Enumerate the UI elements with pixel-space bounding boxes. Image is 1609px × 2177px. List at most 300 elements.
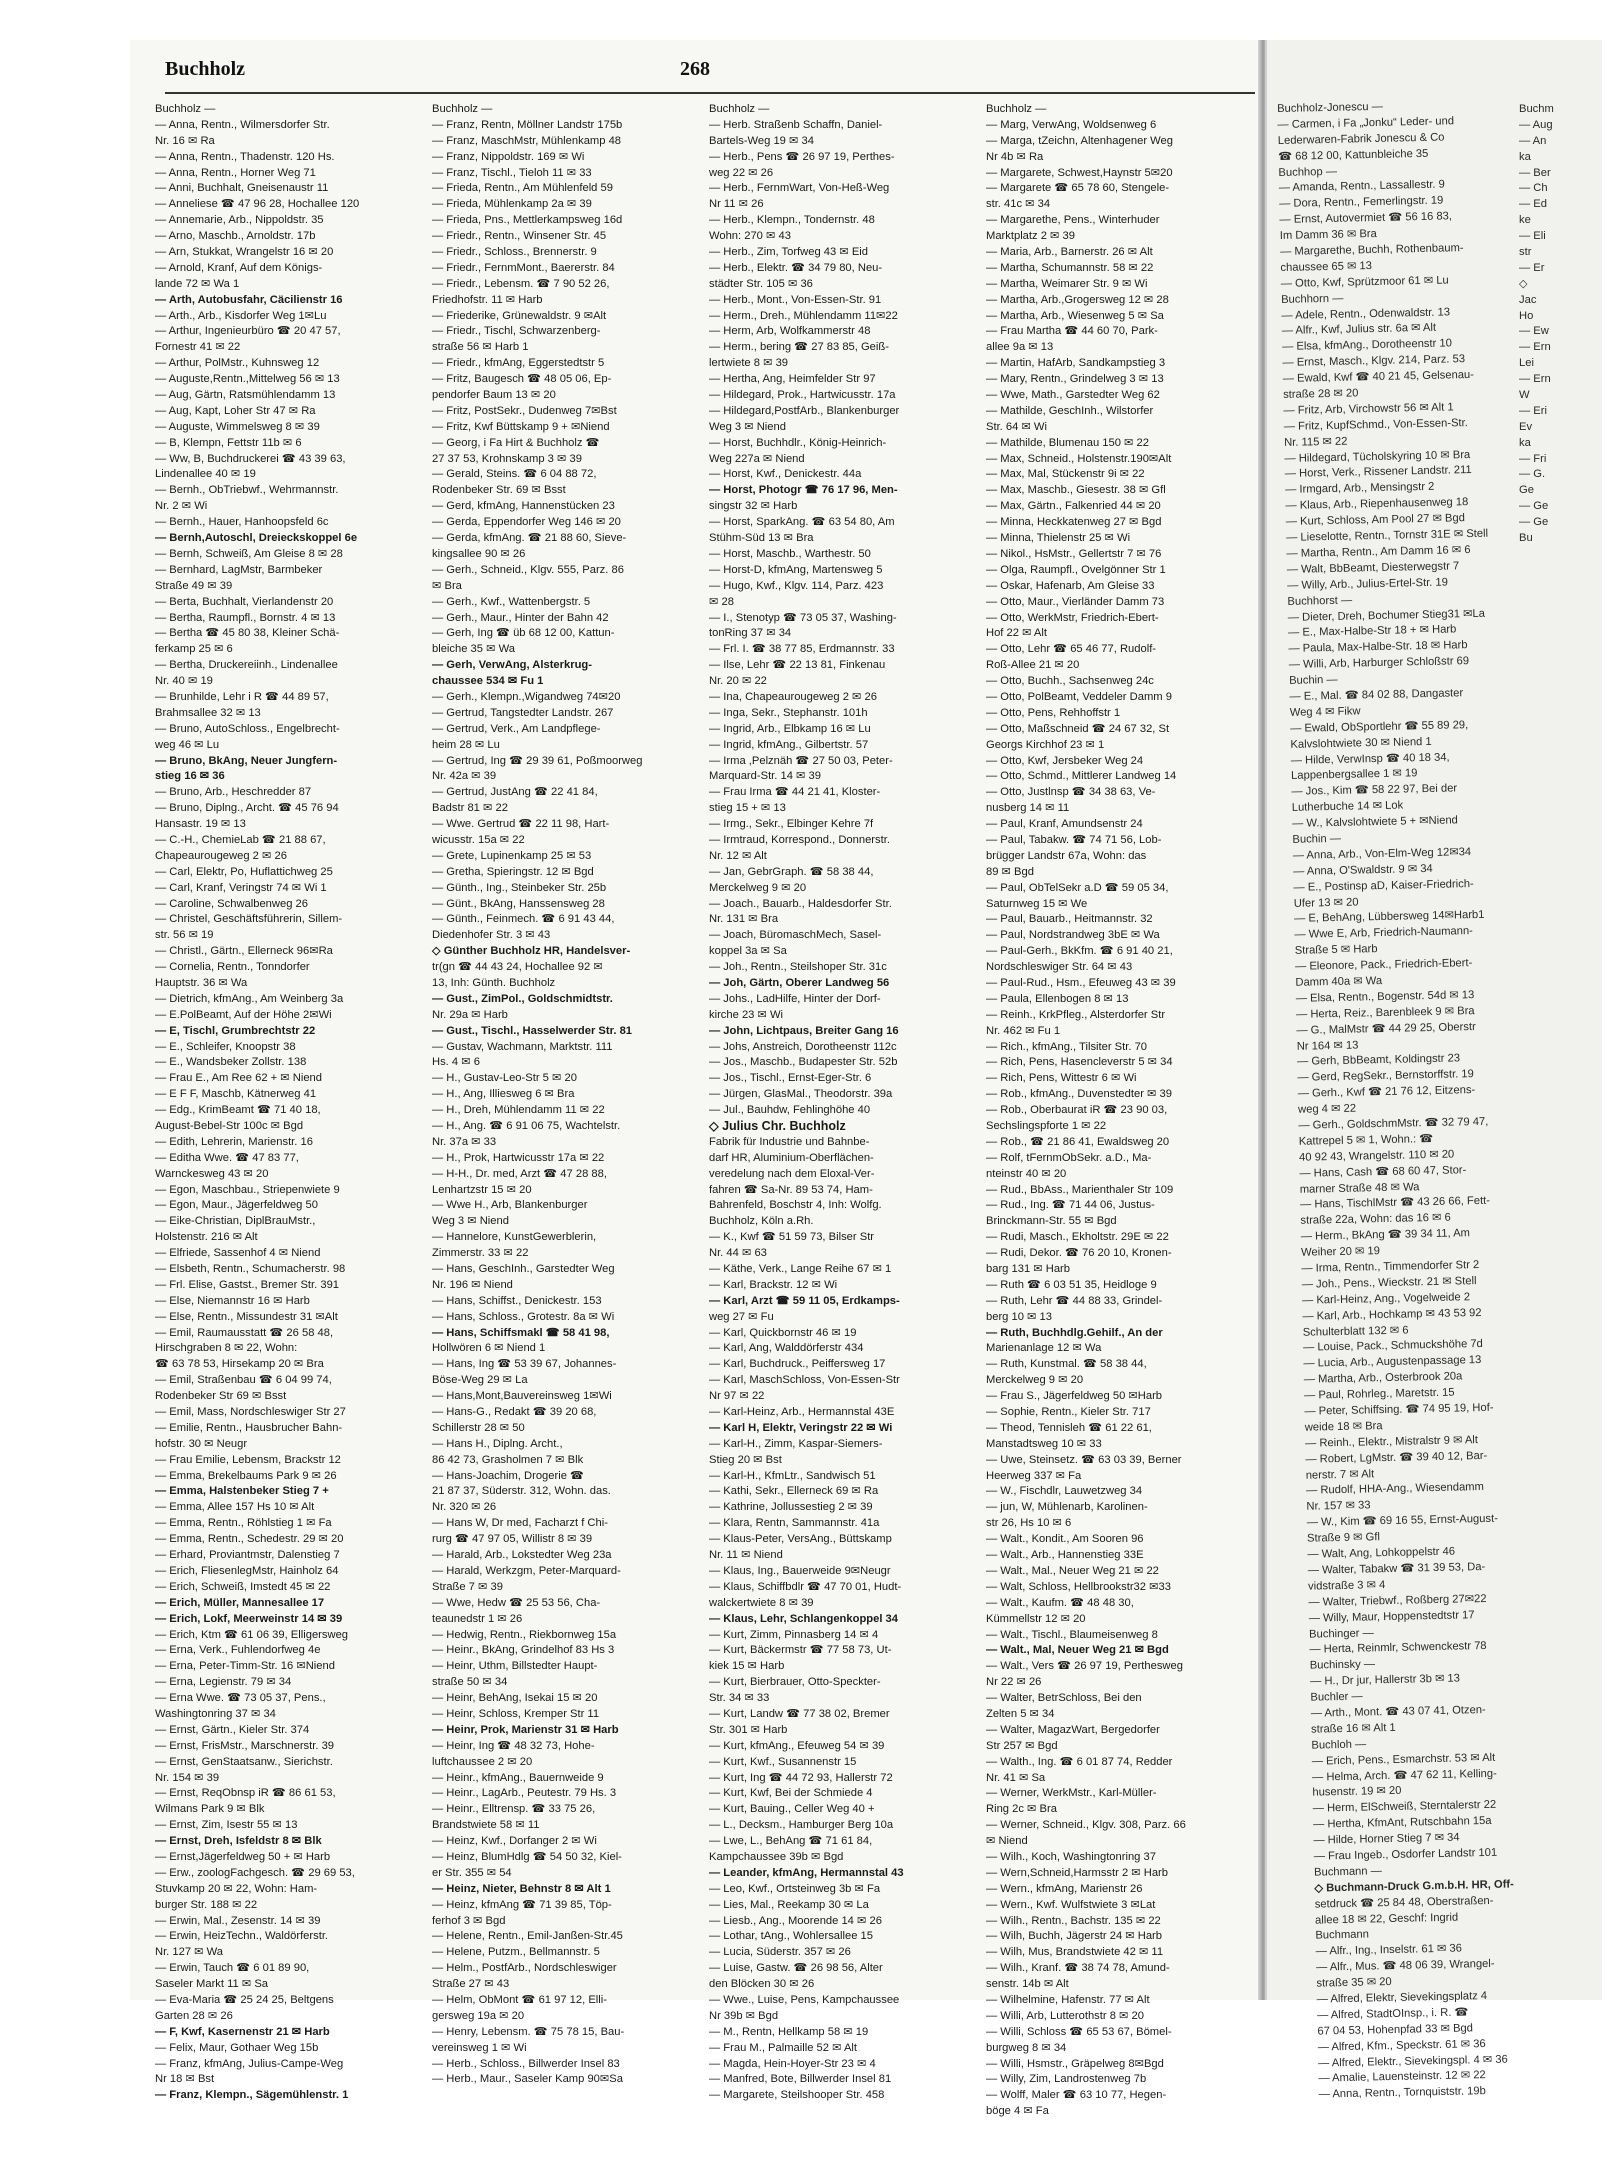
directory-entry: — Hertha, KfmAnt, Rutschbahn 15a [1312,1815,1492,1831]
directory-entry: — Horst, Buchhdlr., König-Heinrich- [709,436,887,449]
directory-entry: Sechslingspforte 1 ✉ 22 [986,1120,1107,1132]
directory-entry: Str 257 ✉ Bgd [986,1739,1058,1752]
directory-entry: — M., Rentn, Hellkamp 58 ✉ 19 [709,2025,869,2038]
directory-entry: Lappenbergsallee 1 ✉ 19 [1290,767,1418,783]
directory-entry: berg 10 ✉ 13 [986,1310,1052,1323]
directory-entry: — Gerh., Maur., Hinter der Bahn 42 [432,611,609,624]
directory-entry: — Karl, Arzt ☎ 59 11 05, Erdkamps- [709,1294,900,1307]
directory-column-2 [432,102,704,2088]
directory-entry: — Otto, Justlnsp ☎ 34 38 63, Ve- [986,786,1156,799]
directory-entry: — Willi, Arb, Harburger Schloßstr 69 [1288,655,1470,672]
directory-entry: — Hans-Joachim, Drogerie ☎ [432,1469,584,1482]
directory-entry: — Leander, kfmAng, Hermannstal 43 [709,1866,904,1879]
directory-entry: chaussee 65 ✉ 13 [1280,259,1373,274]
directory-entry: — Martha, Weimarer Str. 9 ✉ Wi [986,277,1148,290]
directory-entry: — Erich, Lokf, Meerweinstr 14 ✉ 39 [155,1612,343,1625]
directory-entry: — Alfred, Elektr, Sievekingsplatz 4 [1316,1990,1488,2006]
directory-entry: — Friedr., FernmMont., Baererstr. 84 [432,261,615,274]
directory-entry: — Walt., Kaufm. ☎ 48 48 30, [986,1596,1134,1609]
directory-entry: Nr. 154 ✉ 39 [155,1771,220,1784]
directory-entry: — Heinr, Prok, Marienstr 31 ✉ Harb [432,1723,619,1736]
directory-entry: stieg 15 + ✉ 13 [709,802,786,815]
directory-entry: — Magda, Hein-Hoyer-Str 23 ✉ 4 [709,2057,876,2070]
directory-entry: — Karl, Arb., Hochkamp ✉ 43 53 92 [1302,1306,1482,1323]
directory-entry: — C.-H., ChemieLab ☎ 21 88 67, [155,833,326,846]
directory-entry: allee 9a ✉ 13 [986,341,1054,354]
directory-entry: — Er [1519,261,1545,274]
directory-entry: — Emil, Raumausstatt ☎ 26 58 48, [155,1326,334,1339]
directory-entry: — Dora, Rentn., Femerlingstr. 19 [1279,194,1444,211]
directory-entry: — Erich, Pens., Esmarchstr. 53 ✉ Alt [1311,1751,1496,1768]
directory-entry: — Gerh, VerwAng, Alsterkrug- [432,659,592,672]
directory-entry: — H., Dr jur, Hallerstr 3b ✉ 13 [1309,1672,1461,1688]
directory-entry: — Joh, Gärtn, Oberer Landweg 56 [709,976,890,989]
directory-entry: — Rudi, Masch., Ekholtstr. 29E ✉ 22 [986,1231,1169,1244]
directory-entry: — Brunhilde, Lehr i R ☎ 44 89 57, [155,690,329,703]
directory-entry: — Carl, Kranf, Veringstr 74 ✉ Wi 1 [155,881,327,894]
directory-entry: ferkamp 25 ✉ 6 [155,643,233,656]
directory-entry: Nr. 42a ✉ 39 [432,770,497,783]
directory-entry: Str. 34 ✉ 33 [709,1692,770,1705]
directory-entry: — Auguste, Wimmelsweg 8 ✉ 39 [155,420,320,433]
directory-entry: ☎ 68 12 00, Kattunbleiche 35 [1278,147,1429,163]
directory-entry: Nr. 20 ✉ 22 [709,675,767,688]
directory-entry: — Günth., Feinmech. ☎ 6 91 43 44, [432,913,615,926]
directory-entry: — Herb. Straßenb Schaffn, Daniel- [709,118,883,131]
directory-entry: — Gertrud, Tangstedter Landstr. 267 [432,706,614,719]
directory-entry: — Walt, Ang, Lohkoppelstr 46 [1307,1545,1456,1561]
directory-entry: Lei [1519,357,1534,370]
directory-entry: — Alfred, Kfm., Speckstr. 61 ✉ 36 [1317,2037,1486,2054]
directory-entry: — Kathi, Sekr., Ellerneck 69 ✉ Ra [709,1485,879,1498]
directory-entry: — Karl, Brackstr. 12 ✉ Wi [709,1278,838,1291]
directory-entry: — Paul-Gerh., BkKfm. ☎ 6 91 40 21, [986,945,1173,958]
directory-entry: — Heinr, Schloss, Kremper Str 11 [432,1707,600,1720]
directory-entry: — Peter, Schiffsing. ☎ 74 95 19, Hof- [1304,1401,1494,1418]
directory-entry: — Käthe, Verk., Lange Reihe 67 ✉ 1 [709,1263,892,1276]
directory-entry: — Fri [1519,452,1547,465]
directory-entry: — E F F, Maschb, Kätnerweg 41 [155,1088,317,1101]
directory-entry: fahren ☎ Sa-Nr. 89 53 74, Ham- [709,1183,873,1196]
directory-entry: — Bertha, Raumpfl., Bornstr. 4 ✉ 13 [155,611,336,624]
directory-entry: — Walt, BbBeamt, Diesterwegstr 7 [1286,560,1460,576]
directory-entry: — Willy, Zim, Landrostenweg 7b [986,2073,1147,2086]
firm-entry: ◇ Julius Chr. Buchholz [709,1119,846,1133]
directory-entry: — Max, Gärtn., Falkenried 44 ✉ 20 [986,500,1161,513]
directory-entry: — Karl-Heinz, Arb., Hermannstal 43E [709,1406,895,1419]
directory-entry: — Herta, Reiz., Barenbleek 9 ✉ Bra [1295,1004,1475,1021]
directory-entry: vidstraße 3 ✉ 4 [1307,1578,1386,1593]
directory-entry: — Margarete ☎ 65 78 60, Stengele- [986,182,1170,195]
directory-entry: — Arth., Arb., Kisdorfer Weg 1✉Lu [155,309,327,322]
directory-entry: — Elsbeth, Rentn., Schumacherstr. 98 [155,1263,346,1276]
directory-entry: Manstadtsweg 10 ✉ 33 [986,1437,1102,1450]
directory-entry: Zelten 5 ✉ 34 [986,1707,1055,1720]
directory-entry: tonRing 37 ✉ 34 [709,627,792,640]
directory-entry: Nr. 320 ✉ 26 [432,1501,497,1514]
directory-entry: Lutherbuche 14 ✉ Lok [1291,799,1404,815]
directory-entry: allee 18 ✉ 22, Geschf: Ingrid [1314,1911,1459,1927]
directory-entry: 67 04 53, Hohenpfad 33 ✉ Bgd [1317,2022,1474,2038]
directory-entry: — Paul, Kranf, Amundsenstr 24 [986,818,1143,831]
directory-entry: weide 18 ✉ Bra [1304,1420,1383,1434]
directory-entry: — Elsa, Rentn., Bogenstr. 54d ✉ 13 [1295,988,1475,1005]
directory-entry: — Emma, Halstenbeker Stieg 7 + [155,1485,329,1498]
directory-entry: — Wern., Kwf. Wulfstwiete 3 ✉Lat [986,1898,1156,1911]
directory-entry: — Otto, Buchh., Sachsenweg 24c [986,675,1154,688]
directory-entry: — Else, Rentn., Missundestr 31 ✉Alt [155,1310,338,1323]
directory-entry: — Rich., kfmAng., Tilsiter Str. 70 [986,1040,1148,1053]
directory-entry: — Wwe, Hedw ☎ 25 53 56, Cha- [432,1596,601,1609]
directory-entry: 21 87 37, Süderstr. 312, Wohn. das. [432,1485,611,1498]
running-head: Buchholz [165,58,246,80]
directory-entry: Saseler Markt 11 ✉ Sa [155,1978,269,1991]
directory-entry: — Eri [1519,404,1547,417]
directory-entry: — Ruth ☎ 6 03 51 35, Heidloge 9 [986,1278,1157,1291]
directory-entry: Lindenallee 40 ✉ 19 [155,468,256,481]
directory-entry: Str. 301 ✉ Harb [709,1723,788,1736]
directory-entry: — Emil, Mass, Nordschleswiger Str 27 [155,1406,346,1419]
directory-entry: — Margarethe, Pens., Winterhuder [986,214,1160,227]
directory-entry: — Paul, ObTelSekr a.D ☎ 59 05 34, [986,881,1169,894]
directory-entry: Nr 4b ✉ Ra [986,150,1044,163]
directory-entry: — Emma, Rentn., Röhlstieg 1 ✉ Fa [155,1517,332,1530]
directory-entry: — Adele, Rentn., Odenwaldstr. 13 [1281,306,1451,322]
directory-entry: Kampchaussee 39b ✉ Bgd [709,1850,844,1863]
directory-entry: Straße 27 ✉ 43 [432,1978,510,1991]
directory-entry: — Walter, MagazWart, Bergedorfer [986,1723,1160,1736]
directory-entry: — Anna, Rentn., Thadenstr. 120 Hs. [155,150,335,163]
directory-entry: 40 92 43, Wrangelstr. 110 ✉ 20 [1298,1148,1455,1164]
directory-entry: — Günt., BkAng, Hanssensweg 28 [432,897,605,910]
directory-entry: — Mary, Rentn., Grindelweg 3 ✉ 13 [986,373,1164,386]
directory-entry: Nr 11 ✉ 26 [709,198,764,211]
directory-entry: — Heinr, BehAng, Isekai 15 ✉ 20 [432,1692,598,1705]
directory-entry: — Eva-Maria ☎ 25 24 25, Beltgens [155,1993,334,2006]
directory-entry: — Jos., Maschb., Budapester Str. 52b [709,1056,898,1069]
directory-entry: — Paul, Tabakw. ☎ 74 71 56, Lob- [986,833,1162,846]
directory-entry: — Luise, Gastw. ☎ 26 98 56, Alter [709,1962,883,1975]
surname-heading: Buchin — [1289,673,1338,687]
directory-entry: — Frieda, Pns., Mettlerkampsweg 16d [432,214,623,227]
directory-entry: — Klaus, Lehr, Schlangenkoppel 34 [709,1612,898,1625]
surname-heading: Buchin — [1292,832,1342,846]
directory-entry: — Franz, Tischl., Tieloh 11 ✉ 33 [432,166,592,179]
directory-entry: — Inga, Sekr., Stephanstr. 101h [709,706,868,719]
directory-entry: — Frl. Elise, Gastst., Bremer Str. 391 [155,1278,340,1291]
directory-entry: — Ed [1519,198,1547,211]
directory-entry: — Georg, i Fa Hirt & Buchholz ☎ [432,436,600,449]
directory-entry: — Martha, Arb., Osterbrook 20a [1303,1370,1463,1386]
directory-entry: — Horst, Maschb., Warthestr. 50 [709,547,871,560]
directory-entry: — Walt., Tischl., Blaumeisenweg 8 [986,1628,1158,1641]
directory-entry: — Maria, Arb., Barnerstr. 26 ✉ Alt [986,246,1153,259]
directory-entry: — Lwe, L., BehAng ☎ 71 61 84, [709,1835,873,1848]
directory-entry: — Frau Martha ☎ 44 60 70, Park- [986,325,1158,338]
directory-entry: — Max, Schneid., Holstenstr.190✉Alt [986,452,1172,465]
directory-entry: — Harald, Werkzgm, Peter-Marquard- [432,1564,621,1577]
directory-entry: — Otto, Pens, Rehhoffstr 1 [986,706,1121,719]
directory-entry: — Kurt, Bauing., Celler Weg 40 + [709,1803,875,1816]
directory-entry: — W., Fischdlr, Lauwetzweg 34 [986,1485,1143,1498]
directory-entry: weg 4 ✉ 22 [1297,1102,1357,1116]
directory-entry: lertwiete 8 ✉ 39 [709,357,789,370]
directory-entry: heim 28 ✉ Lu [432,738,500,751]
directory-entry: — Emma, Allee 157 Hs 10 ✉ Alt [155,1501,315,1514]
directory-entry: — Herm, Arb, Wolfkammerstr 48 [709,325,871,338]
directory-entry: Nr. 37a ✉ 33 [432,1135,497,1148]
directory-entry: — Bernhard, LagMstr, Barmbeker [155,563,323,576]
directory-entry: — H., Dreh, Mühlendamm 11 ✉ 22 [432,1104,605,1117]
directory-entry: — Walt., Mal, Neuer Weg 21 ✉ Bgd [986,1644,1169,1657]
surname-heading: Buchinger — [1308,1626,1374,1641]
directory-entry: — Margarete, Steilshooper Str. 458 [709,2089,885,2102]
surname-heading: Buchinsky — [1309,1658,1376,1672]
directory-entry: — Martha, Schumannstr. 58 ✉ 22 [986,261,1154,274]
directory-entry: Friedhofstr. 11 ✉ Harb [432,293,543,306]
directory-entry: — Alfr., Mus. ☎ 48 06 39, Wrangel- [1315,1958,1495,1974]
directory-entry: — E., Schleifer, Knoopstr 38 [155,1040,296,1053]
directory-entry: — Klaus, Schiffbdlr ☎ 47 70 01, Hudt- [709,1580,902,1593]
directory-entry: — Irmtraud, Korrespond., Donnerstr. [709,833,890,846]
directory-entry: — Aug, Gärtn, Ratsmühlendamm 13 [155,389,336,402]
directory-entry: — Felix, Maur, Gothaer Weg 15b [155,2041,319,2054]
directory-entry: vereinsweg 1 ✉ Wi [432,2041,527,2054]
directory-entry: Str. 64 ✉ Wi [986,420,1047,433]
directory-entry: — Werner, Schneid., Klgv. 308, Parz. 66 [986,1819,1186,1832]
directory-entry: Nr 18 ✉ Bst [155,2073,215,2086]
directory-entry: — Herm., BkAng ☎ 39 34 11, Am [1300,1227,1471,1243]
directory-entry: — Annemarie, Arb., Nippoldstr. 35 [155,214,324,227]
directory-entry: — Willy, Arb., Julius-Ertel-Str. 19 [1287,576,1449,592]
directory-entry: — Hans-G., Redakt ☎ 39 20 68, [432,1406,597,1419]
directory-entry: ke [1519,214,1531,227]
directory-entry: — Joach., Bauarb., Haldesdorfer Str. [709,897,892,910]
directory-entry: Schillerstr 28 ✉ 50 [432,1421,525,1434]
directory-entry: — Horst, Kwf., Denickestr. 44a [709,468,862,481]
directory-entry: — Erna Wwe. ☎ 73 05 37, Pens., [155,1692,326,1705]
directory-entry: Damm 40a ✉ Wa [1295,974,1383,989]
directory-entry: — W., Kim ☎ 69 16 55, Ernst-August- [1306,1512,1498,1529]
page-header [165,58,1255,88]
directory-entry: — Gertrud, Ing ☎ 29 39 61, Poßmoorweg [432,754,643,767]
directory-entry: — Christl., Gärtn., Ellerneck 96✉Ra [155,945,333,958]
directory-entry: — Bruno, Diplng., Archt. ☎ 45 76 94 [155,802,339,815]
directory-entry: — Ruth, Buchhdlg.Gehilf., An der [986,1326,1163,1339]
directory-entry: Ring 2c ✉ Bra [986,1803,1057,1816]
directory-entry: Kattrepel 5 ✉ 1, Wohn.: ☎ [1298,1132,1434,1148]
directory-entry: Schulterblatt 132 ✉ 6 [1302,1324,1409,1339]
directory-entry: — Heinr., kfmAng., Bauernweide 9 [432,1771,604,1784]
directory-entry: — Rob., Oberbaurat iR ☎ 23 90 03, [986,1104,1168,1117]
directory-entry: — Auguste,Rentn.,Mittelweg 56 ✉ 13 [155,373,340,386]
facing-column-1 [1277,97,1551,2104]
directory-entry: 13, Inh: Günth. Buchholz [432,976,556,989]
directory-entry: — Franz, Klempn., Sägemühlenstr. 1 [155,2089,349,2102]
directory-entry: — Frau S., Jägerfeldweg 50 ✉Harb [986,1390,1163,1403]
directory-entry: — Heinr., LagArb., Peutestr. 79 Hs. 3 [432,1787,617,1800]
directory-entry: ◇ Günther Buchholz HR, Handelsver- [432,945,631,958]
directory-entry: hofstr. 30 ✉ Neugr [155,1437,248,1450]
directory-entry: Heerweg 337 ✉ Fa [986,1469,1082,1482]
directory-entry: — Herb., Pens ☎ 26 97 19, Perthes- [709,150,895,163]
directory-entry: — Erwin, Tauch ☎ 6 01 89 90, [155,1962,310,1975]
directory-entry: — Kurt, Bäckermstr ☎ 77 58 73, Ut- [709,1644,892,1657]
directory-entry: Marienanlage 12 ✉ Wa [986,1342,1102,1355]
directory-entry: weg 46 ✉ Lu [155,738,220,751]
directory-entry: den Blöcken 30 ✉ 26 [709,1978,815,1991]
directory-entry: — Hannelore, KunstGewerblerin, [432,1231,597,1244]
surname-heading: Buchholz — [155,103,216,115]
directory-entry: — Otto, Kwf, Sprützmoor 61 ✉ Lu [1280,274,1449,290]
directory-entry: — Ewald, ObSportlehr ☎ 55 89 29, [1289,718,1469,735]
directory-entry: — Otto, WerkMstr, Friedrich-Ebert- [986,611,1159,624]
directory-entry: Kalvslohtwiete 30 ✉ Niend 1 [1290,735,1432,751]
directory-entry: — Editha Wwe. ☎ 47 83 77, [155,1151,299,1164]
directory-entry: — Friedr., Schloss., Brennerstr. 9 [432,246,597,259]
directory-entry: — Otto, Schmd., Mittlerer Landweg 14 [986,770,1177,783]
directory-entry: Zimmerstr. 33 ✉ 22 [432,1247,529,1260]
directory-entry: Marktplatz 2 ✉ 39 [986,230,1075,243]
directory-entry: — Irmgard, Arb., Mensingstr 2 [1285,481,1435,497]
directory-entry: — Erna, Legienstr. 79 ✉ 34 [155,1676,292,1689]
directory-entry: — Carl, Elektr, Po, Huflattichweg 25 [155,865,333,878]
directory-entry: nerstr. 7 ✉ Alt [1305,1467,1375,1482]
directory-entry: — W., Kalvslohtwiete 5 + ✉Niend [1291,814,1458,830]
directory-entry: — Ernst, Autovermiet ☎ 56 16 83, [1279,210,1453,227]
directory-entry: W [1519,389,1530,402]
directory-entry: — Fritz, Baugesch ☎ 48 05 06, Ep- [432,373,612,386]
directory-entry: — Bernh., Hauer, Hanhoopsfeld 6c [155,516,329,529]
directory-entry: Straße 5 ✉ Harb [1294,943,1378,958]
directory-entry: — Erhard, Proviantmstr, Dalenstieg 7 [155,1549,340,1562]
directory-entry: — Kurt, Kwf, Bei der Schmiede 4 [709,1787,873,1800]
directory-entry: — Lieselotte, Rentn., Tornstr 31E ✉ Stell [1286,527,1489,544]
directory-entry: — Rob., ☎ 21 86 41, Ewaldsweg 20 [986,1135,1170,1148]
directory-entry: straße 50 ✉ 34 [432,1676,508,1689]
surname-heading: Buchholz — [432,103,493,115]
directory-entry: ka [1519,150,1531,163]
directory-entry: — Frau E., Am Ree 62 + ✉ Niend [155,1072,323,1085]
directory-entry: — Karl H, Elektr, Veringstr 22 ✉ Wi [709,1421,893,1434]
directory-entry: — Hans, Cash ☎ 68 60 47, Stor- [1299,1163,1467,1180]
directory-entry: kingsallee 90 ✉ 26 [432,547,526,560]
directory-entry: — Ww, B, Buchdruckerei ☎ 43 39 63, [155,452,346,465]
directory-entry: Holstenstr. 216 ✉ Alt [155,1231,258,1244]
directory-entry: — Hans H., Diplng. Archt., [432,1437,563,1450]
directory-entry: — Kurt, Kwf., Susannenstr 15 [709,1755,857,1768]
directory-entry: — Arthur, PolMstr., Kuhnsweg 12 [155,357,320,370]
directory-entry: — Jul., Bauhdw, Fehlinghöhe 40 [709,1104,871,1117]
directory-entry: Bartels-Weg 19 ✉ 34 [709,134,814,147]
directory-entry: — Christel, Geschäftsführerin, Sillem- [155,913,343,926]
directory-entry: gersweg 19a ✉ 20 [432,2009,525,2022]
directory-entry: — Friederike, Grünewaldstr. 9 ✉Alt [432,309,607,322]
directory-entry: — Louise, Pack., Schmuckshöhe 7d [1302,1338,1483,1355]
directory-entry: — Arno, Maschb., Arnoldstr. 17b [155,230,316,243]
directory-entry: — Rich, Pens, Hasencleverstr 5 ✉ 34 [986,1056,1173,1069]
directory-entry: — Wwe., Luise, Pens, Kampchaussee [709,1993,900,2006]
directory-entry: — Klaus, Ing., Bauerweide 9✉Neugr [709,1564,891,1577]
directory-entry: — Rob., kfmAng., Duvenstedter ✉ 39 [986,1088,1172,1101]
directory-entry: — Paul-Rud., Hsm., Efeuweg 43 ✉ 39 [986,976,1176,989]
directory-entry: — Kurt, kfmAng., Efeuweg 54 ✉ 39 [709,1739,885,1752]
directory-entry: Ufer 13 ✉ 20 [1293,896,1359,910]
directory-entry: — Herb., Mont., Von-Essen-Str. 91 [709,293,882,306]
directory-entry: nusberg 14 ✉ 11 [986,802,1070,815]
directory-entry: — Erwin, HeizTechn., Waldörferstr. [155,1930,329,1943]
directory-entry: — Helm., PostfArb., Nordschleswiger [432,1962,617,1975]
directory-entry: — Wwe, Math., Garstedter Weg 62 [986,389,1160,402]
directory-entry: — Alfred, StadtOInsp., i. R. ☎ [1316,2006,1469,2022]
directory-entry: — Horst-D, kfmAng, Martensweg 5 [709,563,883,576]
surname-heading: Buchler — [1310,1690,1363,1704]
directory-entry: — E.PolBeamt, Auf der Höhe 2✉Wi [155,1008,332,1021]
directory-entry: — Joh., Rentn., Steilshoper Str. 31c [709,961,887,974]
directory-entry: ◇ Buchmann-Druck G.m.b.H. HR, Off- [1314,1878,1514,1895]
directory-entry: Merckelweg 9 ✉ 20 [986,1374,1084,1387]
directory-entry: — Minna, Thielenstr 25 ✉ Wi [986,532,1131,545]
directory-entry: Straße 9 ✉ Gfl [1306,1531,1381,1545]
directory-entry: — Walter, Tabakw ☎ 31 39 53, Da- [1307,1560,1486,1577]
directory-entry: — Uwe, Steinsetz. ☎ 63 03 39, Berner [986,1453,1182,1466]
directory-entry: Badstr 81 ✉ 22 [432,802,508,815]
directory-entry: — Rich, Pens, Wittestr 6 ✉ Wi [986,1072,1137,1085]
directory-entry: — Herm., Dreh., Mühlendamm 11✉22 [709,309,898,322]
directory-entry: Nr 22 ✉ 26 [986,1676,1042,1689]
surname-heading: Buchmann — [1313,1865,1382,1879]
directory-entry: — Ingrid, Arb., Elbkamp 16 ✉ Lu [709,722,871,735]
directory-entry: — Manfred, Bote, Billwerder Insel 81 [709,2073,892,2086]
directory-entry: — H., Ang. ☎ 6 91 06 75, Wachtelstr. [432,1120,621,1132]
directory-entry: — Heinr., BkAng, Grindelhof 83 Hs 3 [432,1644,615,1657]
directory-entry: — An [1519,134,1547,147]
directory-entry: — Erich, FliesenlegMstr, Hainholz 64 [155,1564,339,1577]
directory-entry: — Ernst, Masch., Klgv. 214, Parz. 53 [1282,353,1466,370]
directory-entry: Ev [1519,420,1533,433]
directory-entry: — Gerh, BbBeamt, Koldingstr 23 [1296,1052,1461,1069]
directory-entry: — Ernst, ReqObnsp iR ☎ 86 61 53, [155,1787,336,1800]
directory-entry: — Anneliese ☎ 47 96 28, Hochallee 120 [155,198,360,211]
directory-entry: — Martin, HafArb, Sandkampstieg 3 [986,357,1166,370]
directory-entry: teaunedstr 1 ✉ 26 [432,1612,523,1625]
directory-entry: Weg 3 ✉ Niend [432,1215,509,1228]
directory-entry: — Fritz, Kwf Büttskamp 9 + ✉Niend [432,420,610,433]
directory-entry: — Robert, LgMstr. ☎ 39 40 12, Bar- [1305,1449,1488,1466]
directory-entry: Rodenbeker Str. 69 ✉ Bsst [432,484,566,497]
directory-entry: — Paul, Rohrleg., Maretstr. 15 [1303,1386,1455,1402]
directory-entry: Nr. 12 ✉ Alt [709,849,767,862]
directory-entry: — Wilh., Koch, Washingtonring 37 [986,1850,1156,1863]
directory-entry: — Gerd, kfmAng, Hannenstücken 23 [432,500,615,513]
directory-entry: er Str. 355 ✉ 54 [432,1866,512,1879]
directory-entry: Nr. 196 ✉ Niend [432,1278,513,1291]
directory-entry: — Amalie, Lauensteinstr. 12 ✉ 22 [1318,2069,1486,2086]
directory-entry: — Heinr, Uthm, Billstedter Haupt- [432,1660,598,1673]
directory-entry: — Herb., Schloss., Billwerder Insel 83 [432,2057,620,2070]
directory-entry: Brinckmann-Str. 55 ✉ Bgd [986,1215,1117,1228]
directory-entry: — Joh., Pens., Wieckstr. 21 ✉ Stell [1301,1274,1477,1291]
directory-entry: — Irma ,Pelznäh ☎ 27 50 03, Peter- [709,754,893,767]
directory-entry: — Ew [1519,325,1549,338]
directory-entry: Nr. 29a ✉ Harb [432,1008,508,1021]
directory-entry: — Klara, Rentn, Sammannstr. 41a [709,1517,880,1530]
directory-entry: Weg 3 ✉ Niend [709,420,786,433]
directory-entry: — Caroline, Schwalbenweg 26 [155,897,308,910]
directory-entry: senstr. 14b ✉ Alt [986,1978,1069,1991]
directory-entry: — Frau M., Palmaille 52 ✉ Alt [709,2041,858,2054]
directory-entry: — Gerh., Kwf., Wattenbergstr. 5 [432,595,591,608]
